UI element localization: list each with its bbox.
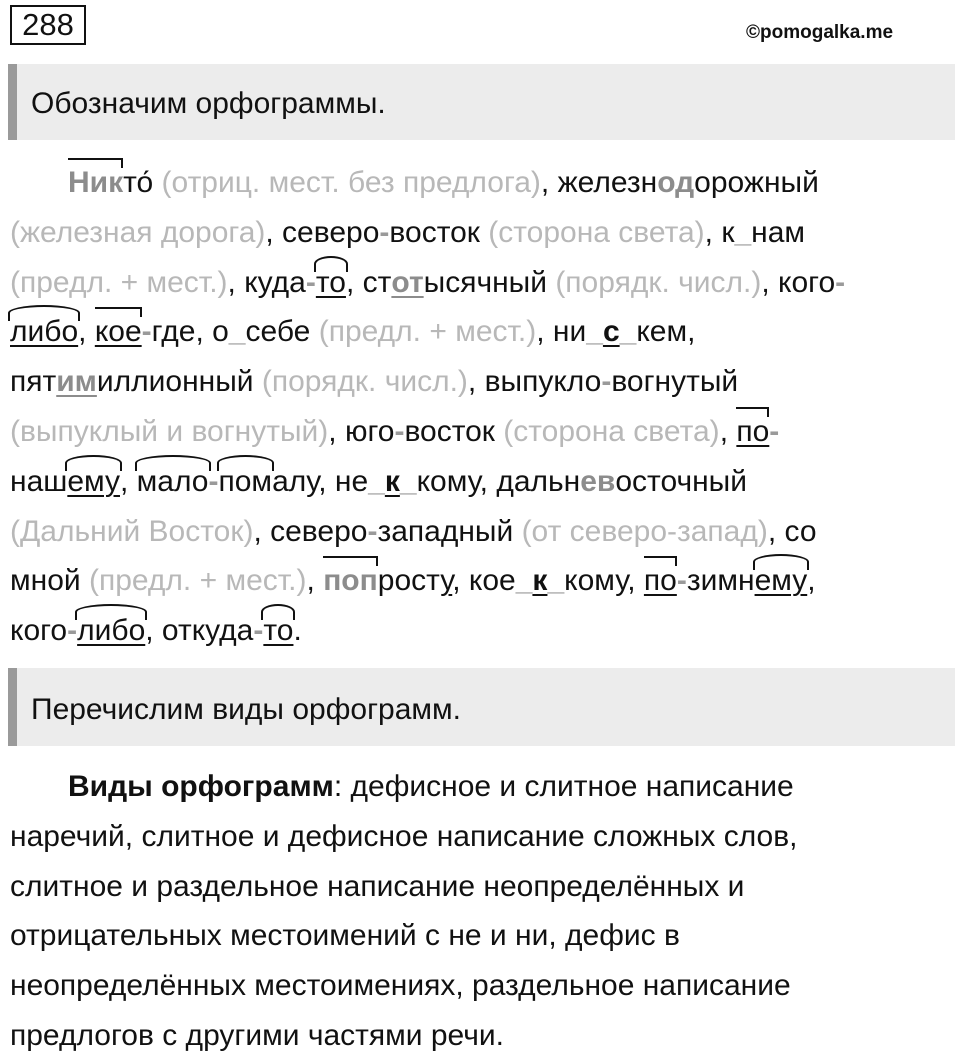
kinds-text: : дефисное и слитное написание xyxy=(333,770,794,803)
word-part: восток xyxy=(389,215,480,249)
kinds-text: наречий, слитное и дефисное написание сложных слов, xyxy=(10,819,798,853)
word-part: восток xyxy=(404,414,495,448)
word-part: , со xyxy=(767,514,817,548)
prefix-mark: поп xyxy=(323,556,378,606)
explanation: (Дальний Восток) xyxy=(10,514,254,548)
hyphen-mark: - xyxy=(394,414,405,448)
explanation: (порядк. числ.) xyxy=(546,265,762,299)
text-line xyxy=(10,407,955,457)
text-line xyxy=(10,357,955,407)
kinds-paragraph xyxy=(10,762,955,1061)
separate-mark: _ xyxy=(619,315,637,349)
kinds-term: Виды орфограмм xyxy=(68,770,334,803)
word-part: вогнутый xyxy=(611,365,739,399)
prefix-mark: по xyxy=(644,556,677,606)
suffix-mark: то xyxy=(263,606,293,656)
word-part: зимн xyxy=(686,564,755,598)
connecting-vowel: от xyxy=(391,265,424,299)
suffix-mark: либо xyxy=(77,606,145,656)
word-part: , откуда xyxy=(145,614,254,648)
explanation: (сторона света) xyxy=(479,215,705,249)
section-heading-mark: Обозначим орфограммы. xyxy=(8,64,955,140)
word-part: , юго xyxy=(328,414,395,448)
connecting-vowel: ев xyxy=(580,464,616,498)
word-part: то́ xyxy=(123,166,154,199)
word-part: западный xyxy=(377,514,514,548)
word-part: , куда xyxy=(227,265,306,299)
hyphen-mark: - xyxy=(208,464,219,498)
suffix-mark: то xyxy=(316,258,346,308)
text-line xyxy=(10,208,955,258)
spelling-paragraph xyxy=(10,158,955,656)
explanation: (сторона света) xyxy=(494,414,720,448)
text-line xyxy=(10,507,955,557)
word-part: ысячный xyxy=(423,265,547,299)
word-part: , выпукло xyxy=(467,365,602,399)
word-part: , кое xyxy=(452,564,516,598)
hyphen-mark: - xyxy=(253,614,264,648)
word-part: , ни xyxy=(536,315,587,349)
word-part: орожный xyxy=(694,166,819,199)
word-part: нам xyxy=(751,215,806,249)
suffix-mark: у xyxy=(440,564,453,598)
word-part: кому, xyxy=(564,564,644,598)
preposition-mark: с xyxy=(602,315,620,349)
prefix-mark: по xyxy=(736,407,769,457)
word-part: алу xyxy=(272,464,319,498)
word-part: , не xyxy=(318,464,369,498)
word-part: осточный xyxy=(615,464,748,498)
hyphen-mark: - xyxy=(676,564,687,598)
text-line xyxy=(10,762,955,812)
word-part: , северо xyxy=(265,215,380,249)
hyphen-mark: - xyxy=(379,215,390,249)
hyphen-mark: - xyxy=(141,315,152,349)
word-part: кем, xyxy=(636,315,696,349)
hyphen-mark: - xyxy=(305,265,316,299)
kinds-text: предлогов с другими частями речи. xyxy=(10,1018,504,1052)
word-part: наш xyxy=(10,464,68,498)
watermark: ©pomogalka.me xyxy=(746,22,894,43)
hyphen-mark: - xyxy=(601,365,612,399)
text-line xyxy=(10,556,955,606)
word-part: , xyxy=(719,414,737,448)
separate-mark: _ xyxy=(515,564,533,598)
explanation: (порядк. числ.) xyxy=(253,365,468,399)
prefix-mark: кое xyxy=(95,307,142,357)
word-part: , xyxy=(807,564,816,598)
section-heading-list: Перечислим виды орфограмм. xyxy=(8,668,955,746)
text-line xyxy=(10,158,955,208)
text-line xyxy=(10,606,955,656)
word-part: пят xyxy=(10,365,57,399)
word-part: , xyxy=(78,315,95,349)
word-part: , xyxy=(306,564,324,598)
explanation: (предл. + мест.) xyxy=(80,564,307,598)
word-part: кому, дальн xyxy=(416,464,581,498)
separate-mark: _ xyxy=(586,315,603,349)
hyphen-mark: - xyxy=(67,614,78,648)
explanation: (выпуклый и вогнутый) xyxy=(10,414,329,448)
word-part: , ст xyxy=(345,265,392,299)
separate-mark: _ xyxy=(368,464,385,498)
explanation: (предл. + мест.) xyxy=(10,265,228,299)
kinds-text: слитное и раздельное написание неопределённых и xyxy=(10,869,745,903)
kinds-text: отрицательных местоимений с не и ни, дефис в xyxy=(10,919,680,953)
word-part: кого xyxy=(10,614,68,648)
root-mark: мало xyxy=(137,457,209,507)
hyphen-mark: - xyxy=(769,414,780,448)
word-part: рост xyxy=(377,564,441,598)
word-part: себе xyxy=(245,315,311,349)
word-part: , кого xyxy=(761,265,836,299)
word-part: , к xyxy=(704,215,735,249)
separate-mark: _ xyxy=(399,464,417,498)
preposition-mark: к xyxy=(532,564,548,598)
separate-mark: _ xyxy=(734,215,752,249)
word-part: где, о xyxy=(151,315,229,349)
hyphen-mark: - xyxy=(835,265,846,299)
root-mark: пом xyxy=(219,457,273,507)
suffix-mark: ему xyxy=(67,457,120,507)
kinds-text: неопределённых местоимениях, раздельное написание xyxy=(10,969,791,1003)
connecting-vowel: им xyxy=(56,365,97,399)
prefix-mark: Ник xyxy=(68,158,123,208)
separate-mark: _ xyxy=(228,315,246,349)
exercise-number: 288 xyxy=(10,5,86,45)
suffix-mark: либо xyxy=(10,307,78,357)
word-part: , железн xyxy=(540,166,658,199)
suffix-mark: ему xyxy=(755,556,808,606)
explanation: (железная дорога) xyxy=(10,215,266,249)
text-line xyxy=(10,457,955,507)
preposition-mark: к xyxy=(384,464,400,498)
text-line xyxy=(10,258,955,308)
connecting-vowel: од xyxy=(657,166,695,199)
explanation: (предл. + мест.) xyxy=(310,315,537,349)
word-part: , северо xyxy=(253,514,368,548)
explanation: (от северо-запад) xyxy=(513,514,768,548)
word-part: мной xyxy=(10,564,81,598)
word-part: , xyxy=(119,464,137,498)
text-line xyxy=(10,307,955,357)
separate-mark: _ xyxy=(547,564,565,598)
word-part: иллионный xyxy=(96,365,254,399)
explanation: (отриц. мест. без предлога) xyxy=(153,166,541,199)
word-part: . xyxy=(293,614,302,648)
hyphen-mark: - xyxy=(367,514,378,548)
